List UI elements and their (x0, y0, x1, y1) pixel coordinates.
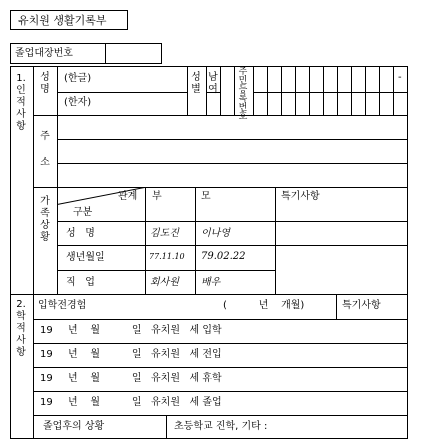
graduation-no-label: 졸업대장번호 (15, 48, 73, 59)
hanja-label: (한자) (64, 97, 92, 108)
family-label: 가족상황 (40, 196, 50, 243)
mother-birthdate: 79.02.22 (201, 251, 246, 262)
korean-label: (한글) (64, 73, 92, 84)
after-graduation-value: 초등학교 진학, 기타 : (174, 421, 268, 432)
academic-row-year: 19 (40, 349, 53, 360)
father-label: 부 (152, 191, 162, 202)
page-title: 유치원 생활기록부 (18, 14, 107, 27)
gender-options: 남여 (208, 72, 218, 95)
academic-row-text: 년 월 일 유치원 세 졸업 (68, 397, 222, 408)
mother-label: 모 (201, 191, 211, 202)
academic-section-label: 2.학적사항 (16, 299, 26, 358)
pre-experience-label: 입학전경험 (38, 300, 87, 311)
academic-row-text: 년 월 일 유치원 세 전입 (68, 349, 222, 360)
personal-section-label: 1.인적사항 (16, 73, 26, 132)
category-label: 구분 (73, 207, 93, 218)
gender-label: 성별 (191, 72, 201, 95)
academic-row-year: 19 (40, 373, 53, 384)
academic-special-label: 특기사항 (342, 300, 381, 311)
after-graduation-label: 졸업후의 상황 (43, 421, 105, 432)
pre-experience-period: ( 년 개월) (223, 300, 305, 311)
father-birthdate: 77.11.10 (149, 252, 185, 261)
academic-row-text: 년 월 일 유치원 세 휴학 (68, 373, 222, 384)
family-row-label: 생년월일 (66, 252, 105, 263)
mother-name: 이나영 (201, 228, 230, 239)
resident-no-label: 주민등록번호 (238, 67, 248, 122)
address-label: 주소 (40, 131, 50, 168)
family-special-label: 특기사항 (281, 191, 320, 202)
resident-dash: - (398, 72, 402, 83)
father-job: 회사원 (150, 277, 179, 288)
family-row-label: 직 업 (66, 277, 95, 288)
relation-label: 관계 (118, 191, 138, 202)
father-name: 김도진 (150, 228, 179, 239)
academic-row-year: 19 (40, 397, 53, 408)
mother-job: 배우 (201, 277, 221, 288)
name-label: 성명 (40, 72, 50, 95)
academic-row-text: 년 월 일 유치원 세 입학 (68, 325, 222, 336)
family-row-label: 성 명 (66, 228, 95, 239)
academic-row-year: 19 (40, 325, 53, 336)
